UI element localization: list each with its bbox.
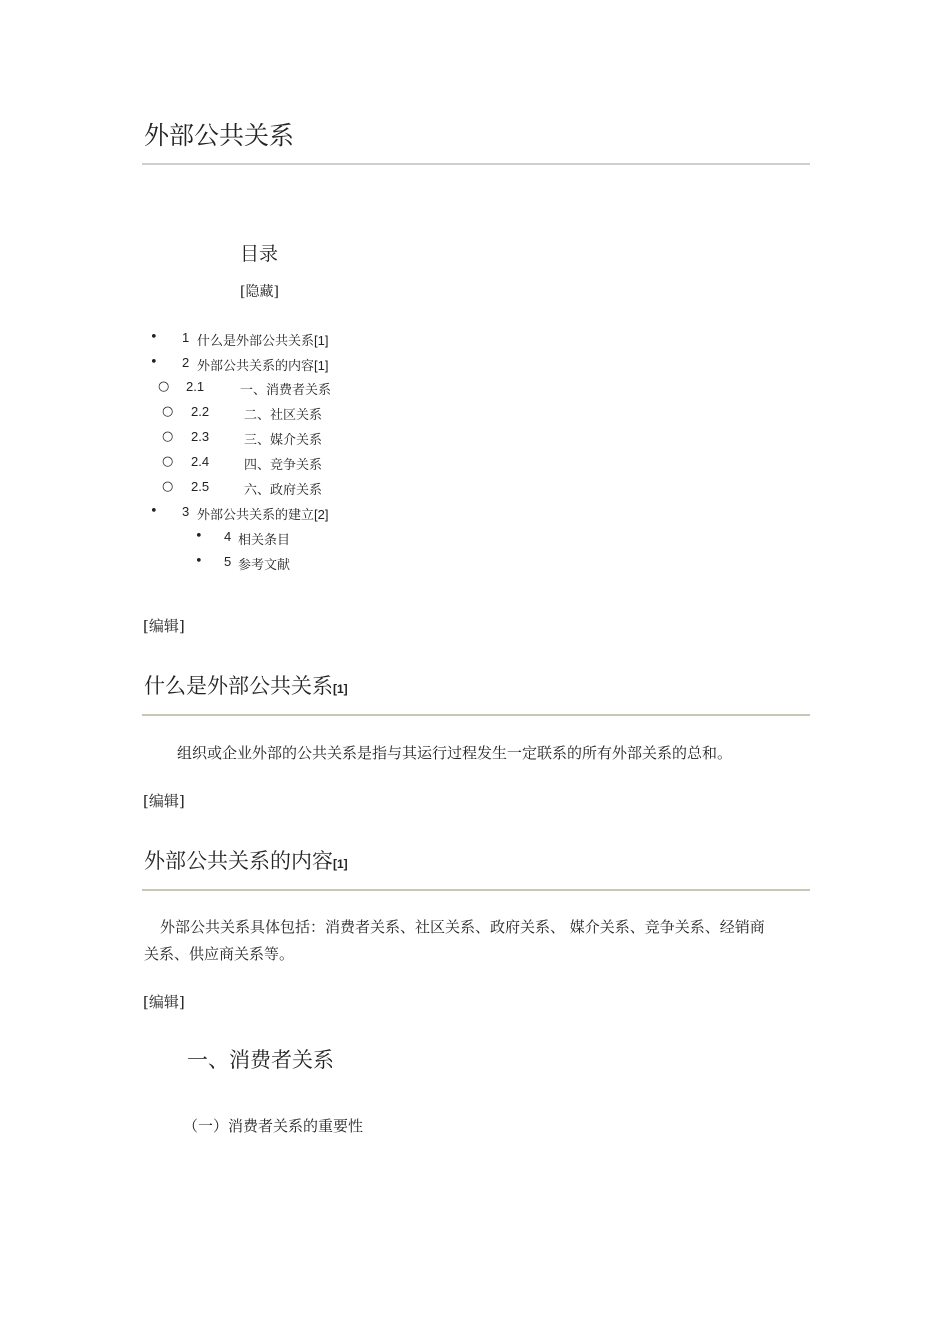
toc-title: 目录 [240,243,279,265]
toc-item-label: 什么是外部公共关系[1] [197,333,329,349]
section-divider [142,714,810,716]
toc-item-ref: [1] [314,333,329,348]
bullet-icon: • [150,330,158,345]
circle-bullet-icon: ○ [162,479,174,494]
circle-bullet-icon: ○ [162,404,174,419]
toc-item-ref: [2] [314,507,329,522]
toc-item-number: 3 [182,504,190,519]
bullet-icon: • [195,529,203,544]
toc-item-number: 2.4 [191,454,210,469]
circle-bullet-icon: ○ [158,379,170,394]
subsection-heading: 一、消费者关系 [187,1048,334,1072]
section-heading: 什么是外部公共关系[1] [144,674,348,698]
circle-bullet-icon: ○ [162,454,174,469]
section-body-line: 关系、供应商关系等。 [144,945,295,963]
toc-item-label: 四、竞争关系 [244,458,323,473]
section-divider [142,889,810,891]
toc-toggle-link[interactable]: [隐藏] [240,284,279,300]
edit-link[interactable]: [编辑] [143,993,185,1011]
section-heading: 外部公共关系的内容[1] [144,849,348,873]
edit-link[interactable]: [编辑] [143,792,185,810]
section-body-line: 外部公共关系具体包括：消费者关系、社区关系、政府关系、 媒介关系、竞争关系、经销商 [160,918,765,936]
toc-item-number: 2.2 [191,404,210,419]
section-body: 组织或企业外部的公共关系是指与其运行过程发生一定联系的所有外部关系的总和。 [177,744,733,762]
toc-item-label: 一、消费者关系 [240,383,332,398]
toc-item-number: 2.5 [191,479,210,494]
toc-item-number: 4 [224,529,232,544]
section-ref[interactable]: [1] [333,857,348,871]
section-ref[interactable]: [1] [333,682,348,696]
toc-item-number: 1 [182,330,190,345]
page-title: 外部公共关系 [144,121,295,150]
title-divider [142,163,810,165]
bullet-icon: • [150,504,158,519]
toc-item-label: 三、媒介关系 [244,433,323,448]
toc-item-label: 外部公共关系的建立[2] [197,507,329,523]
toc-item-label: 相关条目 [238,533,291,548]
toc-item-label: 外部公共关系的内容[1] [197,358,329,374]
circle-bullet-icon: ○ [162,429,174,444]
toc-item-number: 2.1 [186,379,205,394]
bullet-icon: • [150,355,158,370]
toc-item-label: 二、社区关系 [244,408,323,423]
subsection-subheading: （一）消费者关系的重要性 [183,1117,364,1135]
toc-item-number: 2.3 [191,429,210,444]
toc-item-label: 参考文献 [238,558,291,573]
edit-link[interactable]: [编辑] [143,617,185,635]
toc-item-label: 六、政府关系 [244,483,323,498]
toc-item-ref: [1] [314,358,329,373]
toc-item-number: 2 [182,355,190,370]
bullet-icon: • [195,554,203,569]
toc-item-number: 5 [224,554,232,569]
